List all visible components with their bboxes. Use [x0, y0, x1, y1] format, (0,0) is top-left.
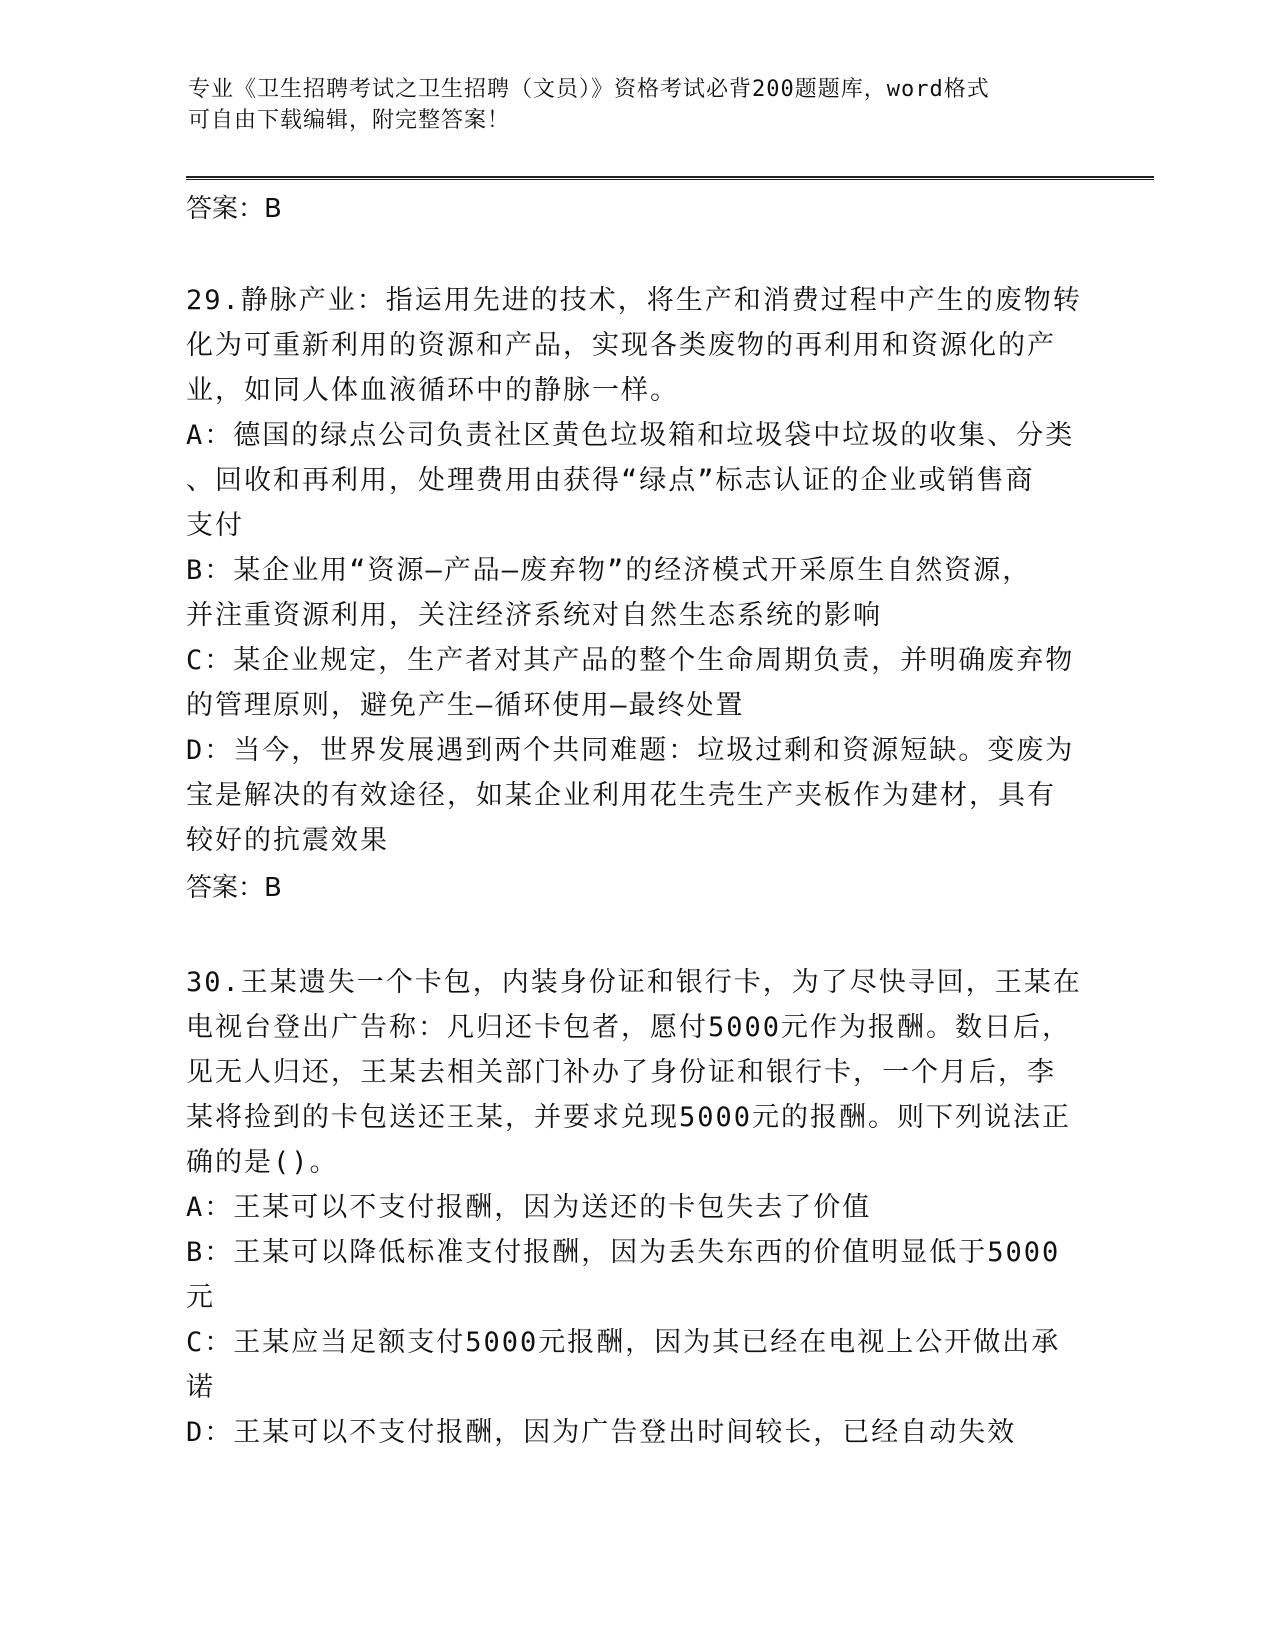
option-a-line: 、回收和再利用，处理费用由获得“绿点”标志认证的企业或销售商 — [186, 465, 1035, 496]
page-header — [188, 74, 1068, 136]
option-d-line: 宝是解决的有效途径，如某企业利用花生壳生产夹板作为建材，具有 — [186, 780, 1056, 811]
header-line-2: 可自由下载编辑，附完整答案！ — [188, 108, 511, 133]
question-stem-line: 某将捡到的卡包送还王某，并要求兑现5000元的报酬。则下列说法正 — [186, 1102, 1072, 1133]
question-29 — [186, 278, 1086, 863]
answer-q29: 答案：B — [186, 873, 282, 903]
option-c-line: 诺 — [186, 1372, 215, 1403]
option-c-line: C：某企业规定，生产者对其产品的整个生命周期负责，并明确废弃物 — [186, 645, 1075, 676]
option-d-line: D：当今，世界发展遇到两个共同难题：垃圾过剩和资源短缺。变废为 — [186, 735, 1075, 766]
option-a-line: A：王某可以不支付报酬，因为送还的卡包失去了价值 — [186, 1192, 872, 1223]
option-b-line: B：某企业用“资源—产品—废弃物”的经济模式开采原生自然资源， — [186, 555, 1032, 586]
question-stem-line: 化为可重新利用的资源和产品，实现各类废物的再利用和资源化的产 — [186, 330, 1056, 361]
option-b-line: 并注重资源利用，关注经济系统对自然生态系统的影响 — [186, 600, 882, 631]
option-b-line: B：王某可以降低标准支付报酬，因为丢失东西的价值明显低于5000 — [186, 1237, 1061, 1268]
question-stem-line: 29.静脉产业：指运用先进的技术，将生产和消费过程中产生的废物转 — [186, 285, 1082, 316]
question-stem-line: 见无人归还，王某去相关部门补办了身份证和银行卡，一个月后，李 — [186, 1057, 1056, 1088]
option-d-line: 较好的抗震效果 — [186, 825, 389, 856]
question-stem-line: 确的是()。 — [186, 1147, 339, 1178]
option-a-line: 支付 — [186, 510, 244, 541]
header-line-1: 专业《卫生招聘考试之卫生招聘（文员）》资格考试必背200题题库，word格式 — [188, 77, 990, 102]
header-divider — [186, 176, 1154, 180]
question-30 — [186, 960, 1086, 1455]
question-stem-line: 30.王某遗失一个卡包，内装身份证和银行卡，为了尽快寻回，王某在 — [186, 967, 1082, 998]
question-stem-line: 业，如同人体血液循环中的静脉一样。 — [186, 375, 679, 406]
answer-q28: 答案：B — [186, 194, 282, 224]
option-b-line: 元 — [186, 1282, 215, 1313]
option-c-line: 的管理原则，避免产生—循环使用—最终处置 — [186, 690, 745, 721]
question-stem-line: 电视台登出广告称：凡归还卡包者，愿付5000元作为报酬。数日后， — [186, 1012, 1072, 1043]
option-c-line: C：王某应当足额支付5000元报酬，因为其已经在电视上公开做出承 — [186, 1327, 1061, 1358]
option-a-line: A：德国的绿点公司负责社区黄色垃圾箱和垃圾袋中垃圾的收集、分类 — [186, 420, 1075, 451]
option-d-line: D：王某可以不支付报酬，因为广告登出时间较长，已经自动失效 — [186, 1417, 1017, 1448]
